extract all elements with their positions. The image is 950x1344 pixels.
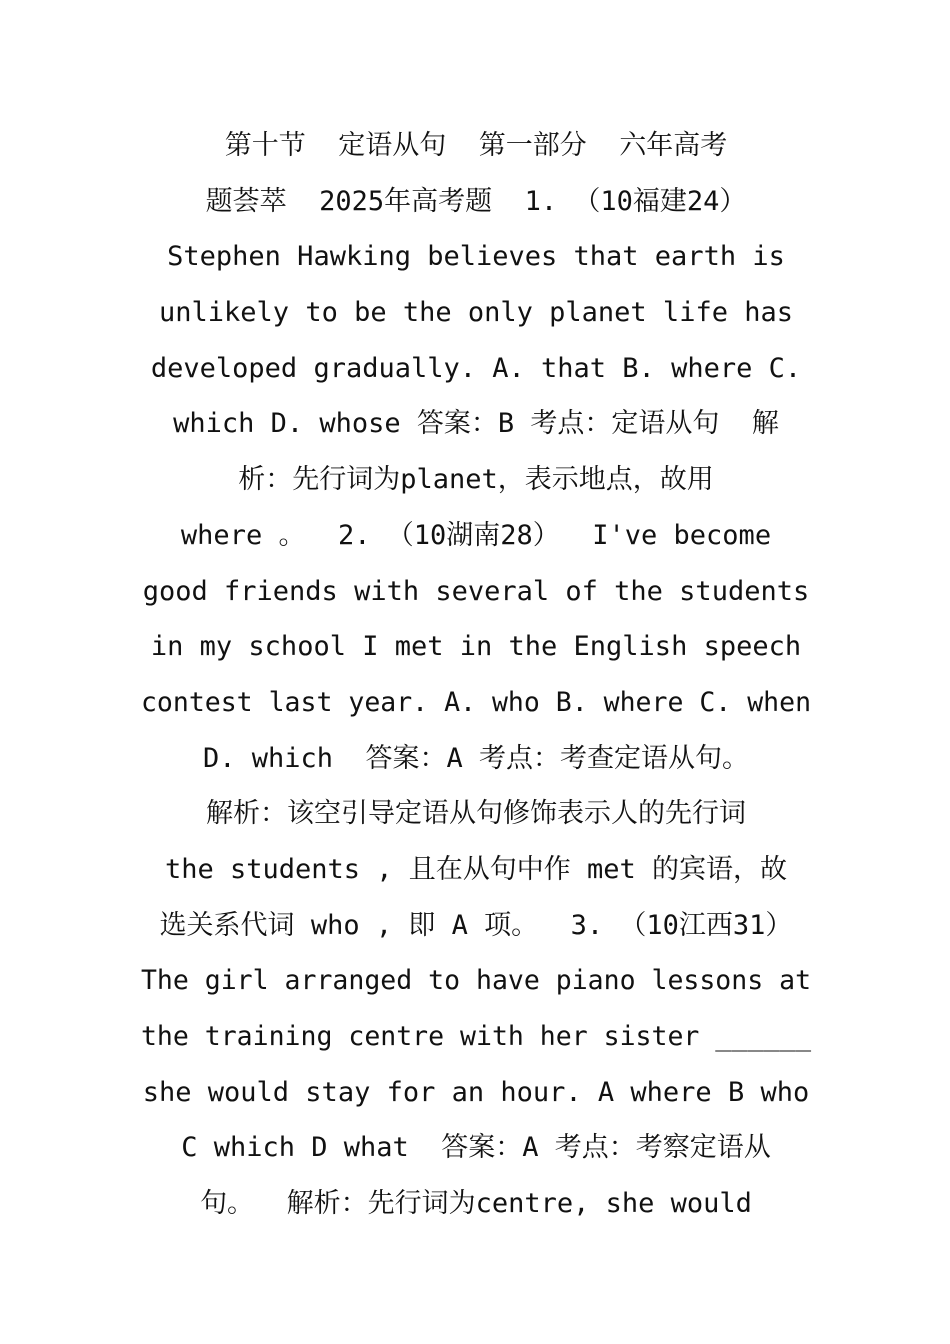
text-line: 题荟萃 2025年高考题 1. （10福建24）: [205, 185, 747, 217]
text-line: 析：先行词为planet，表示地点，故用: [238, 464, 714, 496]
text-line: the training centre with her sister ______: [140, 1021, 812, 1052]
document-page: [138, 118, 814, 1232]
text-line: 选关系代词 who , 即 A 项。 3. （10江西31）: [159, 909, 793, 941]
text-line: Stephen Hawking believes that earth is: [167, 241, 785, 273]
text-line: which D. whose 答案：B 考点：定语从句 解: [173, 408, 779, 440]
text-line: contest last year. A. who B. where C. when: [140, 686, 812, 718]
text-line: in my school I met in the English speech: [150, 631, 802, 663]
text-line: C which D what 答案：A 考点：考察定语从: [181, 1132, 771, 1164]
text-line: unlikely to be the only planet life has: [159, 297, 793, 329]
text-line: where 。 2. （10湖南28） I've become: [180, 519, 772, 551]
text-line: she would stay for an hour. A where B who: [142, 1076, 810, 1108]
text-line: the students , 且在从句中作 met 的宾语，故: [164, 853, 788, 885]
text-line: D. which 答案：A 考点：考查定语从句。: [202, 742, 750, 774]
text-line: good friends with several of the students: [142, 575, 810, 607]
text-line: developed gradually. A. that B. where C.: [150, 352, 802, 384]
text-line: 句。 解析：先行词为centre, she would: [200, 1188, 752, 1220]
text-line: 第十节 定语从句 第一部分 六年高考: [224, 130, 728, 161]
text-line: 解析：该空引导定语从句修饰表示人的先行词: [206, 798, 746, 830]
text-line: The girl arranged to have piano lessons at: [140, 965, 812, 997]
